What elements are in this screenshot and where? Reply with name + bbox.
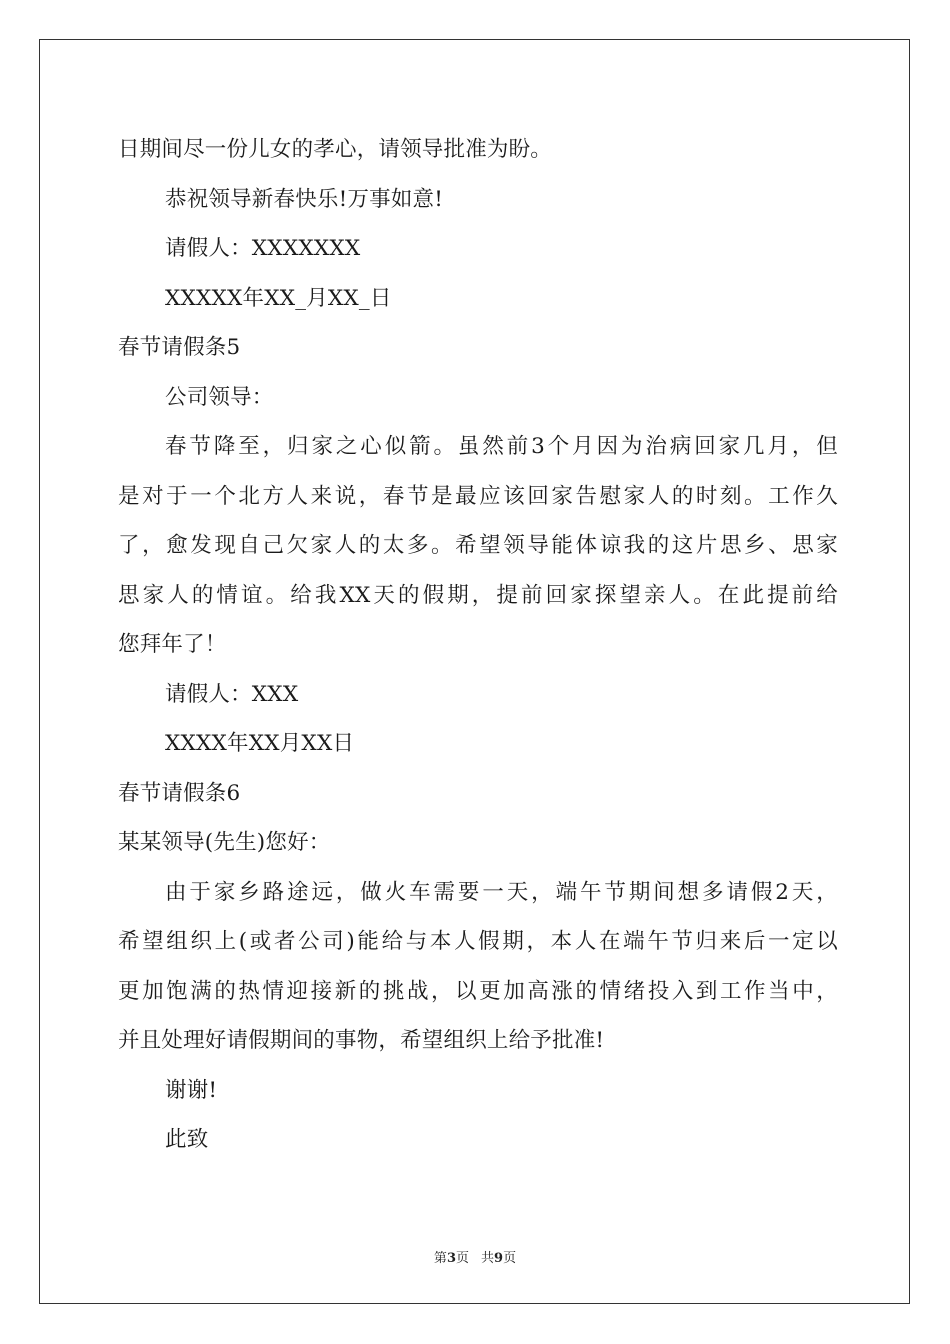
salutation: 公司领导： [165, 384, 274, 410]
page-total: 9 [494, 1251, 504, 1266]
paragraph-line: 是对于一个北方人来说，春节是最应该回家告慰家人的时刻。工作久 [118, 483, 838, 509]
total-unit: 页 [503, 1251, 517, 1266]
signature-line: 请假人：XXX [165, 681, 299, 707]
date-line: XXXX年XX月XX日 [165, 731, 355, 756]
section-heading: 春节请假条6 [118, 780, 241, 806]
page-footer [0, 1247, 950, 1266]
text-line: 恭祝领导新春快乐!万事如意! [165, 186, 444, 212]
closing-line: 此致 [165, 1127, 209, 1152]
paragraph-line: 您拜年了！ [118, 632, 227, 657]
section-heading: 春节请假条5 [118, 335, 241, 360]
paragraph-line: 春节降至，归家之心似箭。虽然前3个月因为治病回家几月，但 [165, 434, 838, 459]
paragraph-line: 了，愈发现自己欠家人的太多。希望领导能体谅我的这片思乡、思家 [118, 533, 838, 558]
page-unit: 页 [455, 1251, 469, 1266]
closing-line: 谢谢! [165, 1077, 218, 1103]
paragraph-line: 更加饱满的热情迎接新的挑战，以更加高涨的情绪投入到工作当中， [118, 978, 838, 1004]
page-prefix: 第 [433, 1251, 447, 1266]
paragraph-line: 希望组织上(或者公司)能给与本人假期，本人在端午节归来后一定以 [118, 929, 838, 954]
total-prefix: 共 [481, 1251, 495, 1266]
page-current: 3 [446, 1251, 456, 1266]
date-line: XXXXX年XX_月XX_日 [165, 285, 392, 311]
paragraph-line: 由于家乡路途远，做火车需要一天，端午节期间想多请假2天， [165, 879, 838, 905]
paragraph-line: 思家人的情谊。给我XX天的假期，提前回家探望亲人。在此提前给 [118, 582, 838, 608]
document-body [118, 125, 838, 1165]
signature-line: 请假人：XXXXXXX [165, 236, 361, 261]
paragraph-line: 并且处理好请假期间的事物，希望组织上给予批准! [118, 1028, 605, 1053]
salutation: 某某领导(先生)您好： [118, 830, 331, 855]
text-line: 日期间尽一份儿女的孝心，请领导批准为盼。 [118, 137, 553, 162]
